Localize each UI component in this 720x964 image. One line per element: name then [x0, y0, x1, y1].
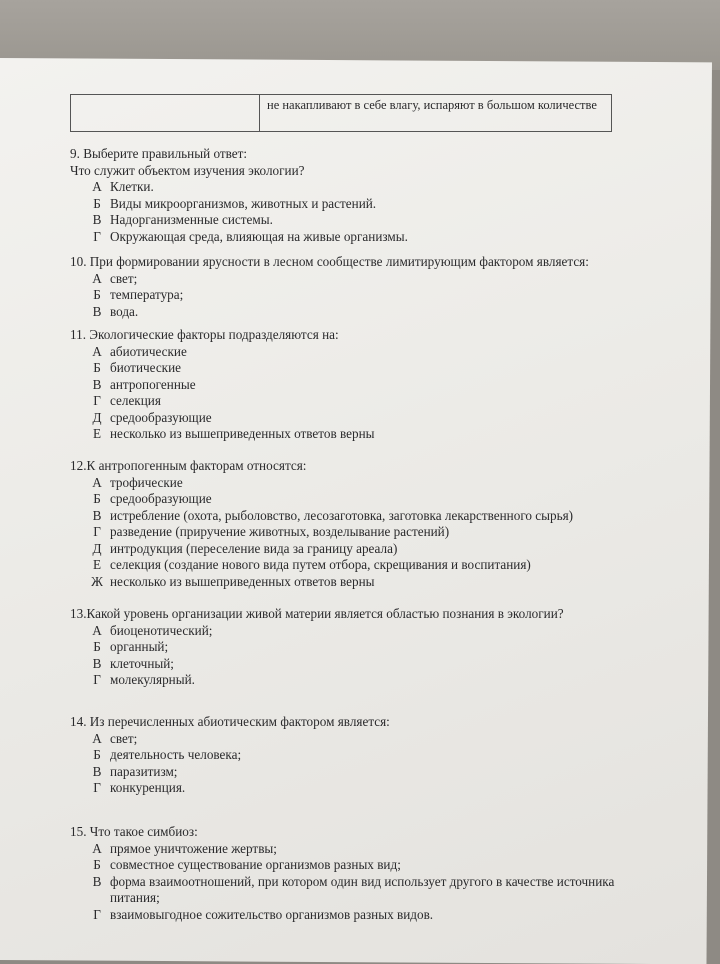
answer-option: Г селекция [93, 393, 161, 408]
answer-option: А трофические [92, 474, 183, 490]
answer-option: В паразитизм; [92, 763, 178, 779]
answer-option: В Надорганизменные системы. [92, 212, 273, 227]
answer-option: А прямое уничтожение жертвы; [92, 840, 277, 856]
answer-option: Д средообразующие [92, 409, 212, 425]
question-title: 11. Экологические факторы подразделяются на: [70, 327, 339, 342]
answer-option: Г молекулярный. [93, 672, 195, 687]
question-subtitle: Что служит объектом изучения экологии? [70, 162, 305, 178]
answer-option: Г разведение (приручение животных, возделывание растений) [93, 524, 450, 539]
table-column-divider [259, 95, 260, 131]
answer-option: Б Виды микроорганизмов, животных и растений. [93, 195, 377, 211]
answer-option: Д интродукция (переселение вида за границу ареала) [92, 540, 398, 556]
answer-option: Е селекция (создание нового вида путем отбора, скрещивания и воспитания) [92, 557, 531, 572]
answer-option: Ж несколько из вышеприведенных ответов верны [91, 573, 375, 589]
question-title: 12.К антропогенным факторам относятся: [70, 458, 307, 473]
answer-option: А свет; [92, 270, 138, 286]
answer-option: Б органный; [93, 639, 169, 654]
table-fragment [70, 94, 612, 132]
answer-option: А Клетки. [92, 179, 154, 194]
answer-option: Е несколько из вышеприведенных ответов верны [92, 426, 375, 441]
answer-option: Б средообразующие [93, 491, 212, 506]
question-13 [70, 606, 564, 689]
answer-option: А свет; [92, 730, 138, 746]
answer-option: В антропогенные [92, 376, 196, 392]
question-title: 9. Выберите правильный ответ: [70, 146, 248, 161]
question-9 [70, 146, 408, 245]
answer-option: Б деятельность человека; [93, 747, 242, 762]
question-title: 14. Из перечисленных абиотическим фактором является: [70, 714, 390, 729]
question-12 [70, 458, 573, 590]
question-10 [70, 254, 589, 320]
question-11 [70, 327, 375, 443]
answer-option: Г конкуренция. [93, 780, 186, 795]
answer-option: Б биотические [93, 360, 181, 375]
answer-option: Б температура; [93, 287, 184, 302]
answer-option: А биоценотический; [92, 622, 213, 638]
question-14 [70, 714, 390, 797]
question-title: 13.Какой уровень организации живой материи является областью познания в экологии? [70, 606, 564, 621]
answer-option: В истребление (охота, рыболовство, лесозаготовка, заготовка лекарственного сырья) [92, 507, 574, 523]
question-title: 10. При формировании ярусности в лесном сообществе лимитирующим фактором является: [70, 254, 589, 269]
answer-option: Г Окружающая среда, влияющая на живые организмы. [93, 228, 408, 244]
answer-option: В вода. [92, 303, 139, 319]
question-15 [70, 824, 630, 923]
answer-option: В форма взаимоотношений, при котором один вид использует другого в качестве источника питания; [92, 873, 615, 905]
answer-option: Г взаимовыгодное сожительство организмов разных видов. [93, 906, 434, 922]
question-title: 15. Что такое симбиоз: [70, 824, 198, 839]
answer-option: Б совместное существование организмов разных вид; [93, 857, 401, 872]
table-cell-text: не накапливают в себе влагу, испаряют в большом количестве [267, 98, 597, 112]
answer-option: В клеточный; [92, 655, 174, 671]
answer-option: А абиотические [92, 343, 187, 359]
